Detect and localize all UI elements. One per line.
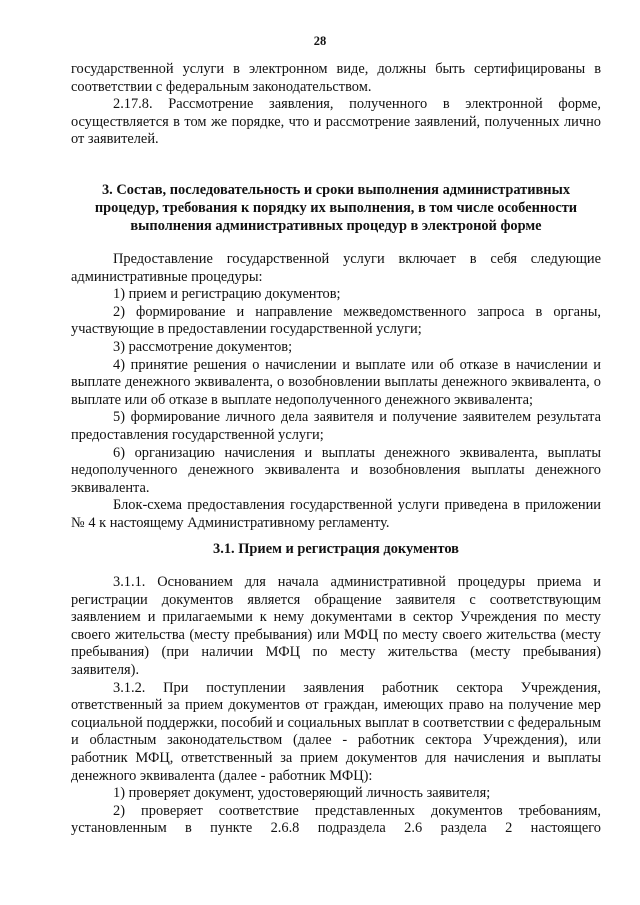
section-3-1-heading: 3.1. Прием и регистрация документов (213, 541, 459, 557)
section-3-heading: 3. Состав, последовательность и сроки выполнения административных процедур, требования к порядку их выполнения, в том числе особенности выполнения административных процедур в электроной форме (94, 182, 578, 234)
subitem-1: 1) проверяет документ, удостоверяющий личность заявителя; (113, 785, 491, 802)
procedure-item: 5) формирование личного дела заявителя и получение заявителем результата предоставления государственной услуги; (71, 409, 601, 443)
procedure-item: 2) формирование и направление межведомственного запроса в органы, участвующие в предоставлении государственной услуги; (71, 303, 601, 338)
subitem-2: 2) проверяет соответствие представленных документов требованиям, установленным в пункте 2.6.8 подраздела 2.6 раздела 2 настоящего (71, 802, 601, 837)
procedure-item: 3) рассмотрение документов; (113, 338, 293, 355)
blockscheme-paragraph: Блок-схема предоставления государственной услуги приведена в приложении № 4 к настоящему Административному регламенту. (71, 497, 601, 531)
procedure-item: 4) принятие решения о начислении и выплате или об отказе в начислении и выплате денежного эквивалента, о возобновлении выплаты денежного эквивалента, о выплате или об отказе в выплате недополученного денежного эквивалента; (71, 356, 601, 408)
page-number: 28 (313, 34, 327, 48)
paragraph-continuation: государственной услуги в электронном виде, должны быть сертифицированы в соответствии с федеральным законодательством. (71, 61, 601, 95)
paragraph-3-1-2: 3.1.2. При поступлении заявления работник сектора Учреждения, ответственный за прием документов от граждан, имеющих право на получение мер социальной поддержки, пособий и социальных выплат в соответствии с федеральным и областным законодательством (далее - работник сектора Учреждения), или работник МФЦ, ответственный за прием документов для начисления и выплаты денежного эквивалента (далее - работник МФЦ): (71, 679, 601, 784)
section-3-body (71, 251, 601, 533)
procedure-item: 6) организацию начисления и выплаты денежного эквивалента, выплаты недополученного денежного эквивалента и возобновления выплаты денежного эквивалента. (71, 444, 601, 496)
section-3-intro: Предоставление государственной услуги включает в себя следующие административные процедуры: (71, 251, 601, 285)
paragraph-3-1-1: 3.1.1. Основанием для начала административной процедуры приема и регистрации документов является обращение заявителя с соответствующим заявлением и прилагаемыми к нему документами в сектор Учреждения по месту своего жительства (месту пребывания) или МФЦ по месту своего жительства (месту пребывания) (при наличии МФЦ по месту жительства (месту пребывания) заявителя). (71, 574, 601, 678)
top-text (71, 61, 601, 149)
paragraph-2-17-8: 2.17.8. Рассмотрение заявления, полученного в электронной форме, осуществляется в том же порядке, что и рассмотрение заявлений, полученных лично от заявителей. (71, 96, 601, 148)
procedure-item: 1) прием и регистрацию документов; (113, 286, 341, 303)
section-3-1-body (71, 574, 601, 838)
